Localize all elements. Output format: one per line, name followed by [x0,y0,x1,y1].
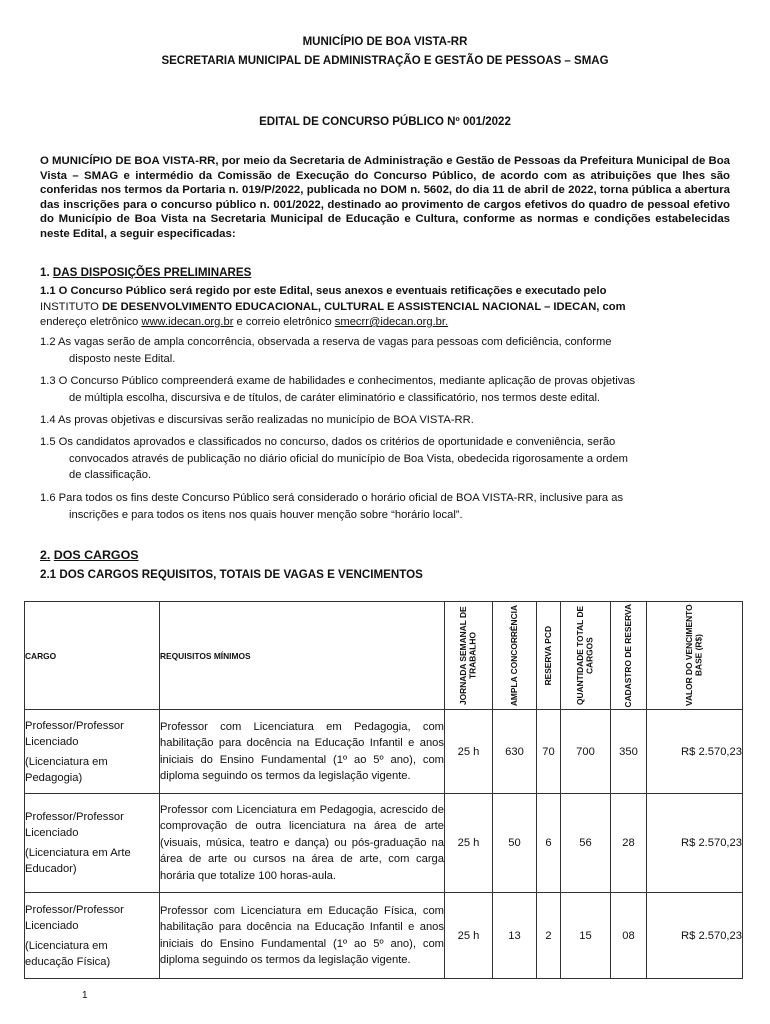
valor-cell: R$ 2.570,23 [647,893,743,979]
section-1-number: 1. [40,266,50,279]
cadastro-cell: 350 [611,710,647,794]
cargo-cell: Professor/Professor Licenciado (Licenciatura em educação Física) [25,893,160,979]
secretariat-title: SECRETARIA MUNICIPAL DE ADMINISTRAÇÃO E GESTÃO DE PESSOAS – SMAG [161,55,609,67]
item-1-3-text: 1.3 O Concurso Público compreenderá exame de habilidades e conhecimentos, mediante aplicação de provas objetivas [40,375,636,387]
item-1-2 [40,334,730,367]
item-1-3-cont: de múltipla escolha, discursiva e de títulos, de caráter eliminatório e classificatório, nos termos deste edital. [69,391,601,404]
table-row [25,710,743,794]
section-2-title: DOS CARGOS [53,548,139,562]
section-2-1-subtitle: 2.1 DOS CARGOS REQUISITOS, TOTAIS DE VAGAS E VENCIMENTOS [40,568,423,581]
total-cell: 700 [561,710,611,794]
page-number: 1 [82,990,88,1001]
item-1-1-line1: 1.1 O Concurso Público será regido por este Edital, seus anexos e eventuais retificações e executado pelo [40,285,607,297]
ampla-cell: 50 [493,794,537,893]
idecan-website-link[interactable]: www.idecan.org.br [141,316,234,328]
cargo-cell: Professor/Professor Licenciado (Licenciatura em Arte Educador) [25,794,160,893]
requisitos-cell: Professor com Licenciatura em Pedagogia, com habilitação para docência na Educação Infantil e anos iniciais do Ensino Fundamental (1º ao 5º ano), com diploma seguindo os termos da legislação vigente. [160,710,445,794]
item-1-1-address-label: endereço eletrônico [40,316,139,328]
jornada-cell: 25 h [445,794,493,893]
header-valor: VALOR DO VENCIMENTO BASE (R$) [647,602,743,710]
header-jornada: JORNADA SEMANAL DE TRABALHO [445,602,493,710]
cargo-cell: Professor/Professor Licenciado (Licenciatura em Pedagogia) [25,710,160,794]
header-cadastro: CADASTRO DE RESERVA [611,602,647,710]
section-1-heading [40,266,251,279]
item-1-6 [40,490,730,523]
table-row [25,893,743,979]
municipality-title: MUNICÍPIO DE BOA VISTA-RR [302,36,468,48]
item-1-6-text: 1.6 Para todos os fins deste Concurso Público será considerado o horário oficial de BOA VISTA-RR, inclusive para as [40,492,624,504]
edital-title: EDITAL DE CONCURSO PÚBLICO Nº 001/2022 [259,116,511,128]
item-1-2-text: 1.2 As vagas serão de ampla concorrência, observada a reserva de vagas para pessoas com deficiência, conforme [40,336,612,348]
item-1-5-cont1: convocados através de publicação no diário oficial do município de Boa Vista, obedecida rigorosamente a ordem [69,452,628,465]
header-pcd: RESERVA PCD [537,602,561,710]
pcd-cell: 6 [537,794,561,893]
item-1-1 [40,284,730,331]
requisitos-cell: Professor com Licenciatura em Pedagogia, acrescido de comprovação de outra licenciatura na área de arte (visuais, música, teatro e dança) ou pós-graduação na área de arte ou cursos na área de arte, com carga horária que totalize 100 horas-aula. [160,794,445,893]
idecan-email-link[interactable]: smecrr@idecan.org.br. [334,316,449,328]
pcd-cell: 2 [537,893,561,979]
item-1-6-cont: inscrições e para todos os itens nos quais houver menção sobre “horário local”. [69,508,463,521]
requisitos-cell: Professor com Licenciatura em Educação Física, com habilitação para docência na Educação Infantil e anos iniciais do Ensino Fundamental (1º ao 5º ano), com diploma seguindo os termos da legislação vigente. [160,893,445,979]
pcd-cell: 70 [537,710,561,794]
item-1-2-cont: disposto neste Edital. [69,352,176,365]
section-2-number: 2. [40,548,51,562]
total-cell: 15 [561,893,611,979]
header-ampla: AMPLA CONCORRÊNCIA [493,602,537,710]
item-1-1-institute-name: DE DESENVOLVIMENTO EDUCACIONAL, CULTURAL E ASSISTENCIAL NACIONAL – IDECAN, com [101,300,626,313]
item-1-5 [40,434,730,484]
intro-paragraph: O MUNICÍPIO DE BOA VISTA-RR, por meio da Secretaria de Administração e Gestão de Pessoas da Prefeitura Municipal de Boa Vista – SMAG e intermédio da Comissão de Execução do Concurso Público, de acordo com as atribuições que lhes são conferidas nos termos da Portaria n. 019/P/2022, publicada no DOM n. 5602, do dia 11 de abril de 2022, torna pública a abertura das inscrições para o concurso público n. 001/2022, destinado ao provimento de cargos efetivos do quadro de pessoal efetivo do Município de Boa Vista na Secretaria Municipal de Educação e Cultura, conforme as normas e condições estabelecidas neste Edital, a seguir especificadas: [40,155,730,240]
table-header-row [25,602,743,710]
valor-cell: R$ 2.570,23 [647,710,743,794]
jornada-cell: 25 h [445,893,493,979]
valor-cell: R$ 2.570,23 [647,794,743,893]
header-cargo: CARGO [25,602,160,710]
section-1-title: DAS DISPOSIÇÕES PRELIMINARES [52,266,252,279]
item-1-1-institute: INSTITUTO [40,300,99,313]
item-1-5-text: 1.5 Os candidatos aprovados e classificados no concurso, dados os critérios de oportunidade e conveniência, serão [40,436,616,448]
item-1-5-cont2: de classificação. [69,469,152,481]
item-1-4 [40,412,730,429]
ampla-cell: 13 [493,893,537,979]
total-cell: 56 [561,794,611,893]
item-1-1-email-label: e correio eletrônico [236,316,332,328]
item-1-3 [40,373,730,406]
ampla-cell: 630 [493,710,537,794]
jornada-cell: 25 h [445,710,493,794]
table-row [25,794,743,893]
item-1-4-text: 1.4 As provas objetivas e discursivas serão realizadas no município de BOA VISTA-RR. [40,414,474,426]
section-2-heading [40,548,138,562]
header-total: QUANTIDADE TOTAL DE CARGOS [561,602,611,710]
cadastro-cell: 28 [611,794,647,893]
cargos-table [24,601,743,979]
cadastro-cell: 08 [611,893,647,979]
header-requisitos: REQUISITOS MÍNIMOS [160,602,445,710]
